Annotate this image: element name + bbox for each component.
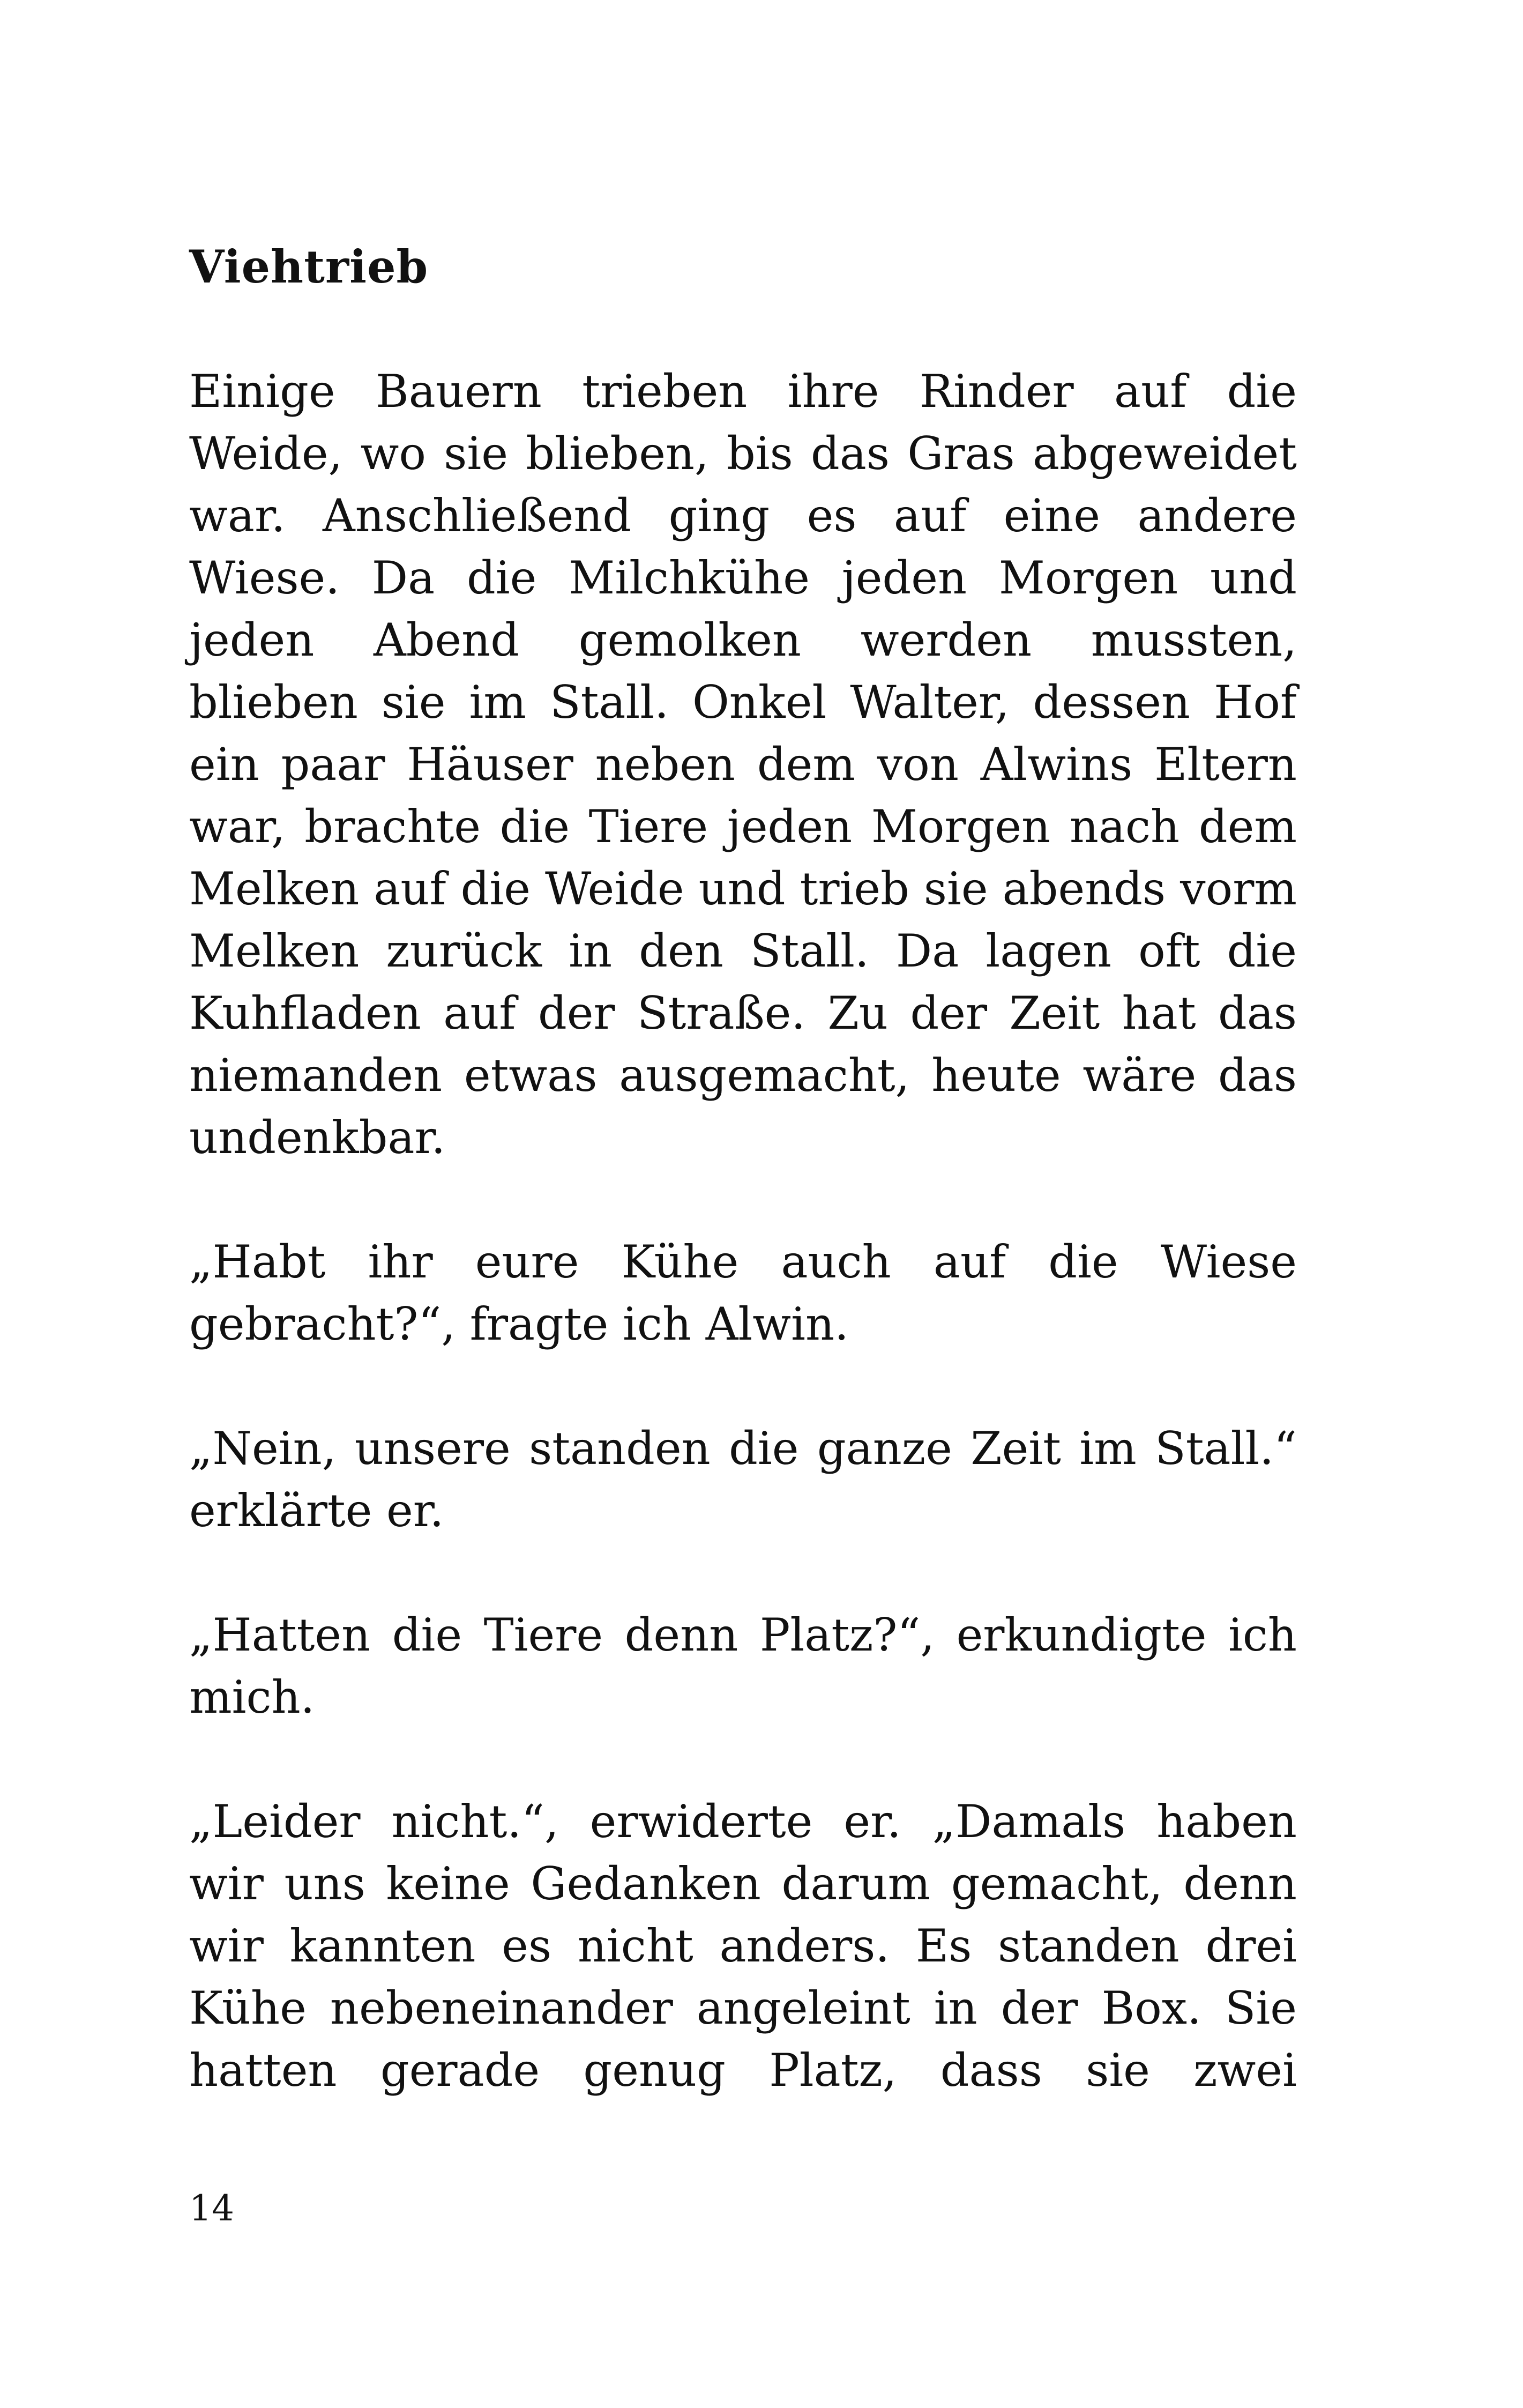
page-content [189,236,1297,2164]
paragraph-2: „Habt ihr eure Kühe auch auf die Wiese gebracht?“, fragte ich Alwin. [189,1236,1297,1350]
paragraph-5: „Leider nicht.“, erwiderte er. „Damals haben wir uns keine Gedanken darum gemacht, denn wir kannten es nicht anders. Es standen drei Kühe nebeneinander angeleint in der Box. Sie hatten gerade genug Platz, dass sie zwei [189,1795,1297,2097]
page-number: 14 [189,2188,234,2229]
paragraph-4: „Hatten die Tiere denn Platz?“, erkundigte ich mich. [189,1609,1297,1723]
chapter-heading: Viehtrieb [189,240,429,293]
paragraph-1: Einige Bauern trieben ihre Rinder auf die Weide, wo sie blieben, bis das Gras abgeweidet war. Anschließend ging es auf eine andere Wiese. Da die Milchkühe jeden Morgen und jeden Abend gemolken werden mussten, blieben sie im Stall. Onkel Walter, dessen Hof ein paar Häuser neben dem von Alwins Eltern war, brachte die Tiere jeden Morgen nach dem Melken auf die Weide und trieb sie abends vorm Melken zurück in den Stall. Da lagen oft die Kuhfladen auf der Straße. Zu der Zeit hat das niemanden etwas ausgemacht, heute wäre das undenkbar. [189,365,1297,1164]
paragraph-3: „Nein, unsere standen die ganze Zeit im Stall.“ erklärte er. [189,1422,1297,1537]
